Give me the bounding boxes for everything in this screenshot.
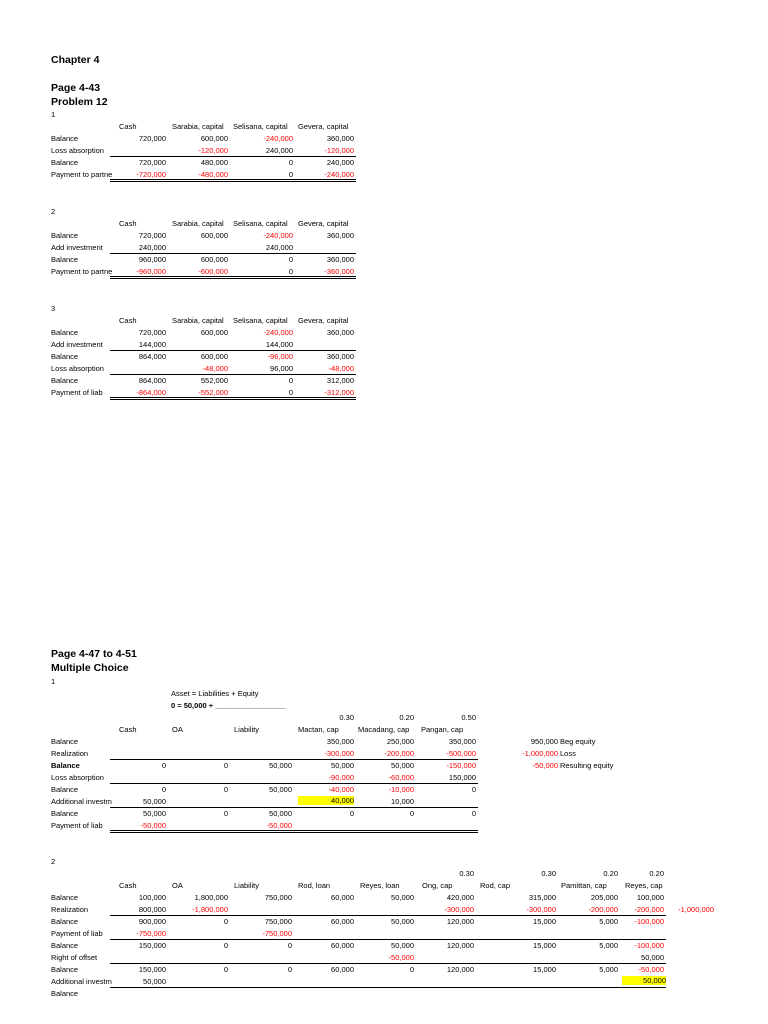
cell: 600,000 [200, 255, 228, 264]
col-header-selisana: Selisana, capital [233, 316, 288, 325]
page-ref: Page 4-47 to 4-51 [51, 648, 137, 660]
row-label: Additional investm [51, 797, 112, 806]
highlighted-cell: 50,000 [622, 976, 666, 985]
row-label: Balance [51, 989, 79, 998]
row-label: Payment of liab [51, 388, 103, 397]
cell: -120,000 [324, 146, 354, 155]
cell: 50,000 [391, 941, 414, 950]
side-label: Resulting equity [560, 761, 614, 770]
cell: 205,000 [590, 893, 618, 902]
col-header-cash: Cash [119, 219, 137, 228]
page-ref: Page 4-43 [51, 82, 101, 94]
col-header: Pamittan, cap [561, 881, 607, 890]
ratio: 0.30 [459, 869, 474, 878]
row-label: Loss absorption [51, 146, 104, 155]
chapter-title: Chapter 4 [51, 54, 100, 66]
col-header-sarabia: Sarabia, capital [172, 316, 224, 325]
cell: 360,000 [326, 328, 354, 337]
cell: 50,000 [391, 761, 414, 770]
cell: 0 [288, 267, 293, 276]
cell: 60,000 [331, 941, 354, 950]
cell: -1,000,000 [678, 905, 714, 914]
col-header: Macadang, cap [358, 725, 410, 734]
cell: -50,000 [638, 965, 664, 974]
cell: 552,000 [200, 376, 228, 385]
col-header: Cash [119, 725, 137, 734]
cell: 315,000 [528, 893, 556, 902]
cell: 350,000 [326, 737, 354, 746]
cell: 864,000 [138, 376, 166, 385]
cell: 0 [287, 941, 292, 950]
cell: -1,800,000 [192, 905, 228, 914]
cell: 50,000 [391, 917, 414, 926]
cell: 100,000 [636, 893, 664, 902]
row-label: Balance [51, 352, 79, 361]
cell: 144,000 [265, 340, 293, 349]
part-number: 1 [51, 110, 56, 119]
rule [110, 987, 666, 988]
rule [110, 915, 666, 916]
cell: -120,000 [198, 146, 228, 155]
cell: 150,000 [138, 941, 166, 950]
cell: -90,000 [328, 773, 354, 782]
side-label: Loss [560, 749, 576, 758]
cell: -240,000 [263, 328, 293, 337]
cell: 0 [288, 376, 293, 385]
cell: -300,000 [324, 749, 354, 758]
row-label: Add investment [51, 340, 103, 349]
row-label: Balance [51, 737, 79, 746]
cell: 5,000 [599, 965, 618, 974]
equation-blank: 0 = 50,000 + _________________ [171, 701, 287, 710]
cell: 0 [287, 965, 292, 974]
cell: 15,000 [533, 965, 556, 974]
row-label: Balance [51, 134, 79, 143]
section-title: Multiple Choice [51, 662, 129, 674]
cell: 240,000 [265, 146, 293, 155]
side-value: 950,000 [530, 737, 558, 746]
cell: -40,000 [328, 785, 354, 794]
rule [110, 939, 666, 940]
rule [110, 253, 356, 254]
cell: 0 [223, 941, 228, 950]
cell: 60,000 [331, 917, 354, 926]
cell: 60,000 [331, 893, 354, 902]
cell: 360,000 [326, 255, 354, 264]
cell: 50,000 [143, 977, 166, 986]
ratio: 0.30 [339, 713, 354, 722]
side-label: Beg equity [560, 737, 596, 746]
row-label: Loss absorption [51, 773, 104, 782]
cell: 312,000 [326, 376, 354, 385]
rule [110, 156, 356, 157]
cell: -240,000 [263, 134, 293, 143]
cell: 240,000 [265, 243, 293, 252]
cell: -240,000 [263, 231, 293, 240]
col-header-selisana: Selisana, capital [233, 122, 288, 131]
ratio: 0.20 [649, 869, 664, 878]
cell: 150,000 [138, 965, 166, 974]
cell: 0 [223, 965, 228, 974]
cell: 0 [349, 809, 354, 818]
equation: Asset = Liabilities + Equity [171, 689, 259, 698]
row-label: Balance [51, 965, 79, 974]
col-header-sarabia: Sarabia, capital [172, 219, 224, 228]
row-label: Payment to partne [51, 267, 113, 276]
cell: 800,000 [138, 905, 166, 914]
cell: 420,000 [446, 893, 474, 902]
col-header-cash: Cash [119, 316, 137, 325]
row-label: Balance [51, 328, 79, 337]
cell: -552,000 [198, 388, 228, 397]
cell: 120,000 [446, 965, 474, 974]
rule [110, 759, 478, 760]
cell: -360,000 [324, 267, 354, 276]
cell: 120,000 [446, 917, 474, 926]
cell: -50,000 [140, 821, 166, 830]
cell: -48,000 [202, 364, 228, 373]
cell: -240,000 [324, 170, 354, 179]
col-header-selisana: Selisana, capital [233, 219, 288, 228]
cell: 600,000 [200, 328, 228, 337]
rule [110, 783, 478, 784]
row-label: Add investment [51, 243, 103, 252]
row-label: Payment of liab [51, 929, 103, 938]
cell: 0 [161, 761, 166, 770]
cell: 1,800,000 [194, 893, 228, 902]
row-label: Additional investm [51, 977, 112, 986]
col-header: Liability [234, 881, 260, 890]
cell: 720,000 [138, 158, 166, 167]
cell: -750,000 [136, 929, 166, 938]
cell: -150,000 [446, 761, 476, 770]
part-number: 3 [51, 304, 56, 313]
cell: -48,000 [328, 364, 354, 373]
col-header: Rod, loan [298, 881, 331, 890]
double-rule [110, 830, 478, 833]
rule [110, 807, 478, 808]
cell: 0 [471, 785, 476, 794]
cell: -864,000 [136, 388, 166, 397]
cell: 360,000 [326, 352, 354, 361]
col-header-cash: Cash [119, 122, 137, 131]
col-header: Ong, cap [422, 881, 453, 890]
cell: 350,000 [448, 737, 476, 746]
row-label: Balance [51, 761, 80, 770]
row-label: Loss absorption [51, 364, 104, 373]
col-header-gevera: Gevera, capital [298, 122, 349, 131]
cell: 0 [223, 761, 228, 770]
cell: 0 [223, 809, 228, 818]
part-number: 2 [51, 207, 56, 216]
cell: 50,000 [143, 797, 166, 806]
cell: 50,000 [143, 809, 166, 818]
cell: 120,000 [446, 941, 474, 950]
row-label: Balance [51, 255, 79, 264]
double-rule [110, 397, 356, 400]
cell: 5,000 [599, 941, 618, 950]
side-value: -1,000,000 [522, 749, 558, 758]
col-header: Reyes, loan [360, 881, 400, 890]
cell: 600,000 [200, 231, 228, 240]
cell: -100,000 [634, 917, 664, 926]
row-label: Right of offset [51, 953, 98, 962]
row-label: Payment to partne [51, 170, 113, 179]
cell: -720,000 [136, 170, 166, 179]
row-label: Balance [51, 376, 79, 385]
cell: 750,000 [264, 893, 292, 902]
cell: 0 [409, 809, 414, 818]
cell: 0 [161, 785, 166, 794]
cell: -50,000 [266, 821, 292, 830]
cell: 0 [288, 255, 293, 264]
col-header: Liability [234, 725, 260, 734]
cell: 480,000 [200, 158, 228, 167]
col-header: Cash [119, 881, 137, 890]
cell: 10,000 [391, 797, 414, 806]
cell: 5,000 [599, 917, 618, 926]
cell: 0 [223, 785, 228, 794]
row-label: Balance [51, 917, 79, 926]
rule [110, 963, 666, 964]
cell: -600,000 [198, 267, 228, 276]
cell: 15,000 [533, 917, 556, 926]
cell: -50,000 [388, 953, 414, 962]
col-header: OA [172, 881, 183, 890]
cell: 720,000 [138, 134, 166, 143]
cell: 96,000 [270, 364, 293, 373]
cell: 0 [409, 965, 414, 974]
row-label: Balance [51, 158, 79, 167]
col-header-sarabia: Sarabia, capital [172, 122, 224, 131]
row-label: Balance [51, 785, 79, 794]
cell: 250,000 [386, 737, 414, 746]
cell: 600,000 [200, 134, 228, 143]
cell: -960,000 [136, 267, 166, 276]
rule [110, 350, 356, 351]
cell: -312,000 [324, 388, 354, 397]
col-header-gevera: Gevera, capital [298, 316, 349, 325]
col-header: Reyes, cap [625, 881, 663, 890]
cell: -200,000 [634, 905, 664, 914]
col-header: OA [172, 725, 183, 734]
row-label: Balance [51, 941, 79, 950]
cell: 900,000 [138, 917, 166, 926]
ratio: 0.50 [461, 713, 476, 722]
cell: 240,000 [138, 243, 166, 252]
cell: -300,000 [444, 905, 474, 914]
cell: 720,000 [138, 328, 166, 337]
cell: 60,000 [331, 965, 354, 974]
cell: -200,000 [384, 749, 414, 758]
cell: 0 [288, 158, 293, 167]
row-label: Realization [51, 905, 89, 914]
col-header: Rod, cap [480, 881, 511, 890]
cell: 720,000 [138, 231, 166, 240]
cell: -300,000 [526, 905, 556, 914]
ratio: 0.20 [399, 713, 414, 722]
item-number: 2 [51, 857, 56, 866]
double-rule [110, 276, 356, 279]
cell: 50,000 [331, 761, 354, 770]
cell: -480,000 [198, 170, 228, 179]
cell: 240,000 [326, 158, 354, 167]
cell: 150,000 [448, 773, 476, 782]
cell: -750,000 [262, 929, 292, 938]
problem-title: Problem 12 [51, 96, 108, 108]
row-label: Realization [51, 749, 89, 758]
cell: 50,000 [269, 809, 292, 818]
cell: -500,000 [446, 749, 476, 758]
cell: -60,000 [388, 773, 414, 782]
cell: 50,000 [269, 785, 292, 794]
cell: 360,000 [326, 231, 354, 240]
cell: 750,000 [264, 917, 292, 926]
cell: -96,000 [267, 352, 293, 361]
cell: 50,000 [269, 761, 292, 770]
row-label: Balance [51, 809, 79, 818]
cell: 50,000 [641, 953, 664, 962]
ratio: 0.20 [603, 869, 618, 878]
rule [110, 374, 356, 375]
cell: -200,000 [588, 905, 618, 914]
row-label: Balance [51, 231, 79, 240]
cell: -10,000 [388, 785, 414, 794]
item-number: 1 [51, 677, 56, 686]
col-header: Pangan, cap [421, 725, 464, 734]
cell: 0 [288, 170, 293, 179]
cell: 360,000 [326, 134, 354, 143]
cell: 864,000 [138, 352, 166, 361]
highlighted-cell: 40,000 [298, 796, 354, 805]
row-label: Payment of liab [51, 821, 103, 830]
cell: 960,000 [138, 255, 166, 264]
ratio: 0.30 [541, 869, 556, 878]
col-header: Mactan, cap [298, 725, 339, 734]
cell: 0 [471, 809, 476, 818]
side-value: -50,000 [532, 761, 558, 770]
cell: 0 [288, 388, 293, 397]
cell: 0 [223, 917, 228, 926]
cell: 100,000 [138, 893, 166, 902]
double-rule [110, 179, 356, 182]
cell: 50,000 [391, 893, 414, 902]
row-label: Balance [51, 893, 79, 902]
col-header-gevera: Gevera, capital [298, 219, 349, 228]
cell: 144,000 [138, 340, 166, 349]
cell: 600,000 [200, 352, 228, 361]
cell: 15,000 [533, 941, 556, 950]
cell: -100,000 [634, 941, 664, 950]
